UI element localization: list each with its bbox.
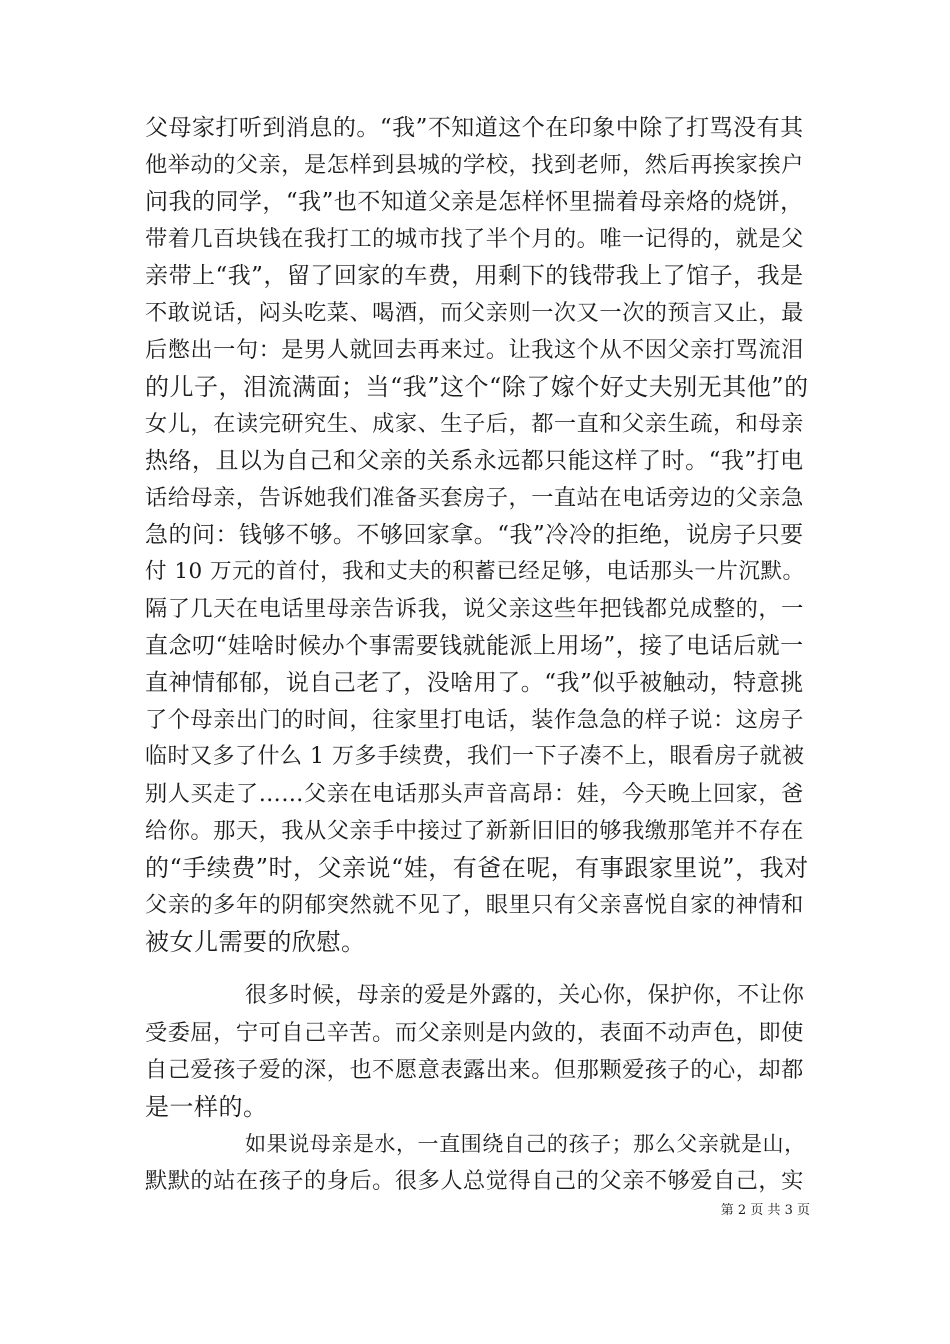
page-number: 第 2 页 共 3 页 [720,1203,810,1218]
text-line: 热络，且以为自己和父亲的关系永远都只能这样了时。“我”打电 [145,448,804,474]
text-line: 女儿，在读完研究生、成家、生子后，都一直和父亲生疏，和母亲 [145,411,804,437]
text-line: 默默的站在孩子的身后。很多人总觉得自己的父亲不够爱自己，实 [145,1168,804,1194]
text-line: 受委屈，宁可自己辛苦。而父亲则是内敛的，表面不动声色，即使 [145,1020,804,1046]
text-line: 直念叨“娃啥时候办个事需要钱就能派上用场”，接了电话后就一 [145,633,804,659]
text-line: 话给母亲，告诉她我们准备买套房子，一直站在电话旁边的父亲急 [145,485,804,511]
text-line: 了个母亲出门的时间，往家里打电话，装作急急的样子说：这房子 [145,707,804,733]
text-line: 给你。那天，我从父亲手中接过了新新旧旧的够我缴那笔并不存在 [145,818,804,844]
text-line: 的儿子，泪流满面；当“我”这个“除了嫁个好丈夫别无其他”的 [145,373,809,401]
text-line: 他举动的父亲，是怎样到县城的学校，找到老师，然后再挨家挨户 [145,152,804,178]
text-line: 别人买走了……父亲在电话那头声音高昂：娃，今天晚上回家，爸 [145,781,804,807]
text-line: 带着几百块钱在我打工的城市找了半个月的。唯一记得的，就是父 [145,226,804,252]
text-line: 亲带上“我”，留了回家的车费，用剩下的钱带我上了馆子，我是 [145,263,804,289]
text-line: 临时又多了什么 1 万多手续费，我们一下子凑不上，眼看房子就被 [145,744,805,769]
text-line: 自己爱孩子爱的深，也不愿意表露出来。但那颗爱孩子的心，却都 [145,1057,804,1083]
text-line: 隔了几天在电话里母亲告诉我，说父亲这些年把钱都兑成整的，一 [145,596,804,622]
text-line: 急的问：钱够不够。不够回家拿。“我”冷冷的拒绝，说房子只要 [145,522,804,548]
paragraph-first-line: 如果说母亲是水，一直围绕自己的孩子；那么父亲就是山， [245,1131,806,1156]
text-line: 付 10 万元的首付，我和丈夫的积蓄已经足够，电话那头一片沉默。 [145,559,805,584]
text-line: 直神情郁郁，说自己老了，没啥用了。“我”似乎被触动，特意挑 [145,670,804,696]
text-line: 是一样的。 [145,1093,268,1121]
text-line: 被女儿需要的欣慰。 [145,928,366,956]
text-line: 不敢说话，闷头吃菜、喝酒，而父亲则一次又一次的预言又止，最 [145,300,804,326]
text-line: 后憋出一句：是男人就回去再来过。让我这个从不因父亲打骂流泪 [145,337,804,363]
text-line: 父亲的多年的阴郁突然就不见了，眼里只有父亲喜悦自家的神情和 [145,892,804,918]
text-line: 的“手续费”时，父亲说“娃，有爸在呢，有事跟家里说”，我对 [145,854,809,882]
paragraph-first-line: 很多时候，母亲的爱是外露的，关心你，保护你，不让你 [245,983,805,1008]
text-line: 父母家打听到消息的。“我”不知道这个在印象中除了打骂没有其 [145,115,804,141]
text-line: 问我的同学，“我”也不知道父亲是怎样怀里揣着母亲烙的烧饼， [145,189,804,215]
